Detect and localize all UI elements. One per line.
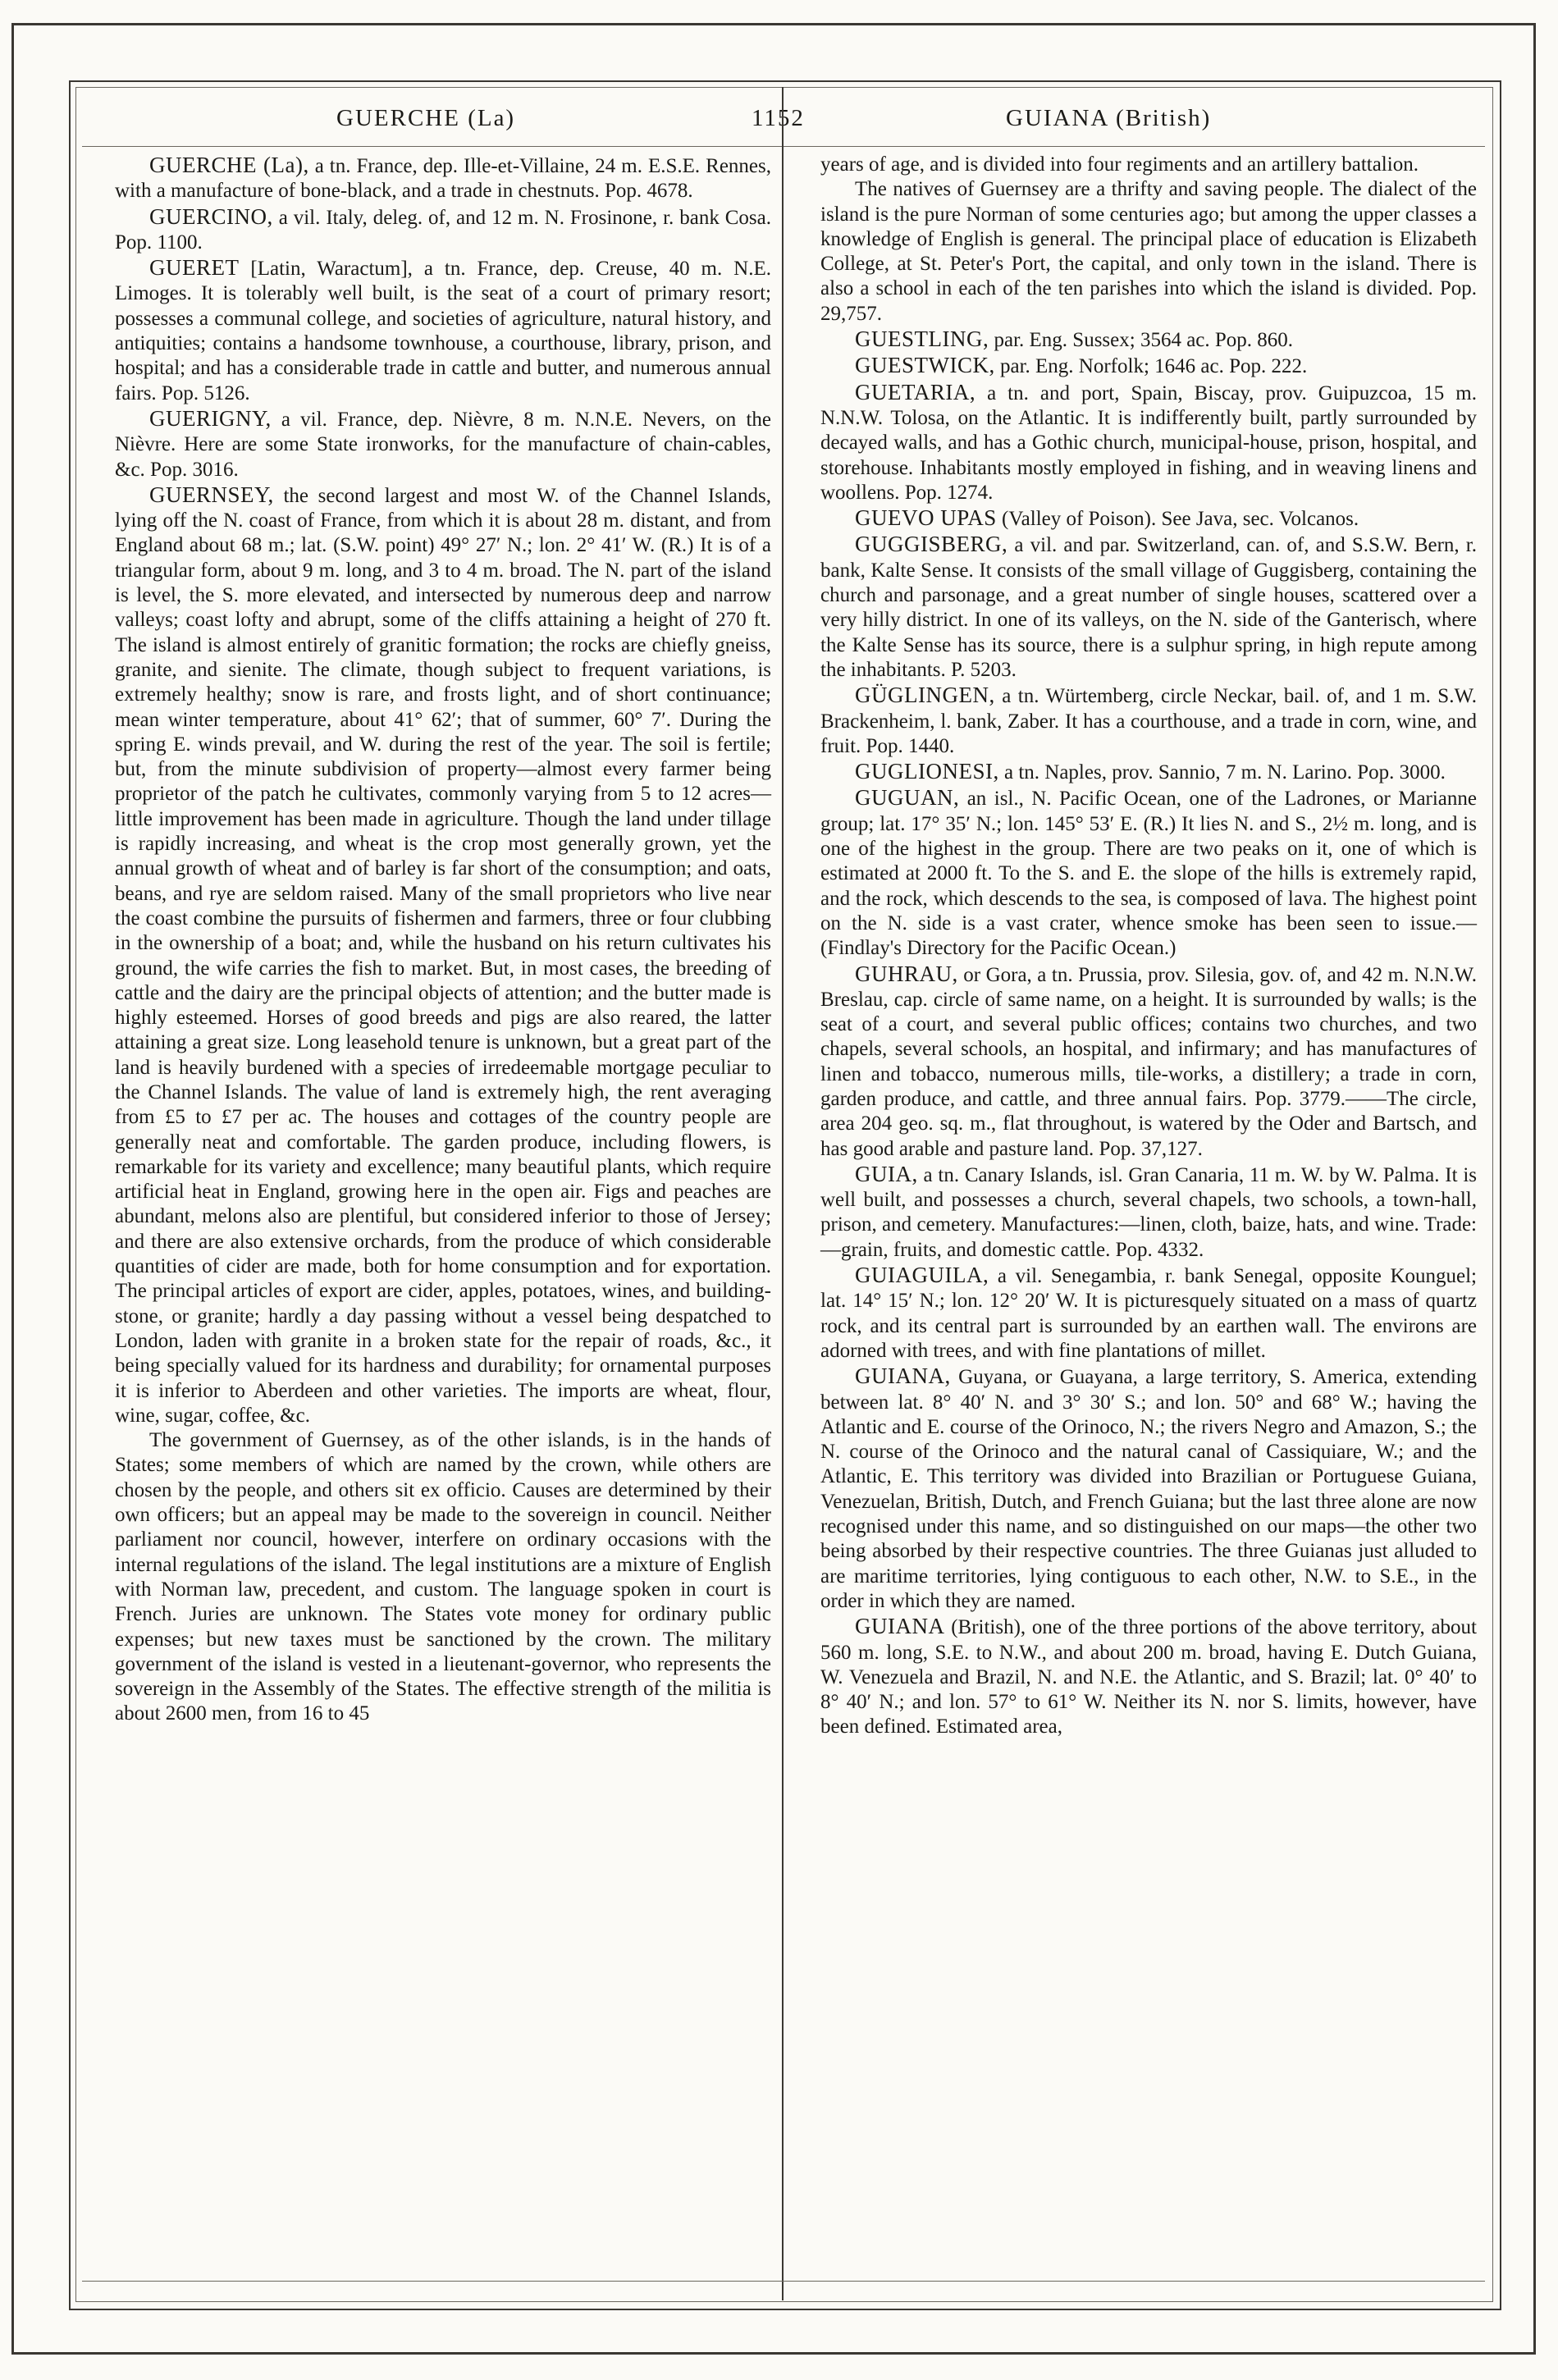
running-head-right: GUIANA (British) — [1006, 104, 1212, 131]
running-head — [82, 92, 1485, 144]
entry-text: Guyana, or Guayana, a large territory, S. America, extending between lat. 8° 40′ N. and 3° 30′ S.; and lon. 50° and 68° W.; having the Atlantic and E. course of the Orinoco, N.; the rivers Negro and Amazon, S.; the N. course of the Orinoco and the natural canal of Cassiquiare, W.; and the Atlantic, E. This territory was divided into Brazilian or Portuguese Guiana, Venezuelan, British, Dutch, and French Guiana; but the last three alone are now recognised under this name, and so distinguished on our maps—the other two being absorbed by their respective countries. The three Guianas just alluded to are maritime territories, lying contiguous to each other, N.W. to S.E., in the order in which they are named. — [820, 1366, 1478, 1612]
gazetteer-entry — [115, 255, 771, 406]
entry-headword: GUESTWICK, — [855, 353, 995, 378]
entry-text: years of age, and is divided into four regiments and an artillery battalion. — [820, 153, 1419, 176]
entry-headword: GUERNSEY, — [149, 482, 274, 507]
gazetteer-entry — [115, 1428, 771, 1727]
entry-headword: GUGGISBERG, — [855, 532, 1008, 557]
entry-text: The natives of Guernsey are a thrifty and saving people. The dialect of the island is the pure Norman of some centuries ago; but among the upper classes a knowledge of English is general. The principal place of education is Elizabeth College, at St. Peter's Port, the capital, and only town in the island. There is also a school in each of the ten parishes into which the island is divided. Pop. 29,757. — [820, 178, 1477, 325]
entry-headword: GUHRAU, — [855, 961, 958, 986]
entry-text: a tn. Würtemberg, circle Neckar, bail. of, and 1 m. S.W. Brackenheim, l. bank, Zaber. It has a courthouse, and a trade in corn, wine, and fruit. Pop. 1440. — [820, 685, 1478, 757]
gazetteer-entry — [820, 683, 1477, 759]
entry-text: (British), one of the three portions of the above territory, about 560 m. long, S.E. to N.W., and about 200 m. broad, having E. Dutch Guiana, W. Venezuela and Brazil, N. and N.E. the Atlantic, and S. Brazil; lat. 0° 40′ to 8° 40′ N.; and lon. 57° to 61° W. Neither its N. nor S. limits, however, have been defined. Estimated area, — [820, 1616, 1477, 1738]
entry-headword: GÜGLINGEN, — [855, 683, 995, 708]
gazetteer-entry — [820, 1614, 1477, 1739]
gazetteer-entry — [115, 153, 771, 204]
entry-text: par. Eng. Sussex; 3564 ac. Pop. 860. — [994, 329, 1294, 352]
entry-text: the second largest and most W. of the Channel Islands, lying off the N. coast of France, from which it is about 28 m. distant, and from England about 68 m.; lat. (S.W. point) 49° 27′ N.; lon. 2° 41′ W. (R.) It is of a triangular form, about 9 m. long, and 3 to 4 m. broad. The N. part of the island is level, the S. more elevated, and intersected by numerous deep and narrow valleys; coast lofty and abrupt, some of the cliffs attaining a height of 270 ft. The island is almost entirely of granitic formation; the rocks are chiefly gneiss, granite, and sienite. The climate, though subject to frequent variations, is extremely healthy; snow is rare, and frosts light, and of short continuance; mean winter temperature, about 41° 62′; that of summer, 60° 7′. During the spring E. winds prevail, and W. during the rest of the year. The soil is fertile; but, from the minute subdivision of property—almost every farmer being proprietor of the patch he cultivates, commonly varying from 5 to 12 acres—little improvement has been made in agriculture. Though the land under tillage is rapidly increasing, and wheat is the crop most generally grown, yet the annual growth of wheat and of barley is far short of the consumption; and oats, beans, and rye are seldom raised. Many of the small proprietors who live near the coast combine the pursuits of fishermen and farmers, three or four clubbing in the ownership of a boat; and, while the husband on his return cultivates his ground, the wife carries the fish to market. But, in most cases, the breeding of cattle and the dairy are the principal objects of attention; and the butter made is highly esteemed. Horses of good breeds and pigs are also reared, the latter attaining a great size. Long leasehold tenure is unknown, but a great part of the land is heavily burdened with a species of irredeemable mortgage peculiar to the Channel Islands. The value of land is extremely high, the rent averaging from £5 to £7 per ac. The houses and cottages of the country people are generally neat and comfortable. The garden produce, including flowers, is remarkable for its variety and excellence; many beautiful plants, which require artificial heat in England, growing here in the open air. Figs and peaches are abundant, melons also are plentiful, but considered inferior to those of Jersey; and there are also extensive orchards, from the produce of which considerable quantities of cider are made, both for home consumption and for exportation. The principal articles of export are cider, apples, potatoes, wines, and building-stone, or granite; hardly a day passing without a vessel being despatched to London, laden with granite in a broken state for the repair of roads, &c., it being specially valued for its hardness and durability; for ornamental purposes it is inferior to Aberdeen and other varieties. The imports are wheat, flour, wine, sugar, coffee, &c. — [115, 484, 771, 1427]
entry-text: an isl., N. Pacific Ocean, one of the Ladrones, or Marianne group; lat. 17° 35′ N.; lon. 145° 53′ E. (R.) It lies N. and S., 2½ m. long, and is one of the highest in the group. There are two peaks on it, one of which is estimated at 2000 ft. To the S. and E. the slope of the hills is extremely rapid, and the rock, which descends to the sea, is composed of lava. The highest point on the N. side is a vast crater, whence smoke has been seen to issue.—(Findlay's Directory for the Pacific Ocean.) — [820, 788, 1478, 960]
entry-text: (Valley of Poison). See Java, sec. Volcanos. — [1002, 508, 1359, 531]
entry-text: [Latin, Waractum], a tn. France, dep. Creuse, 40 m. N.E. Limoges. It is tolerably well built, is the seat of a court of primary resort; possesses a communal college, and societies of agriculture, natural history, and antiquities; contains a handsome townhouse, a courthouse, library, prison, and hospital; and has a considerable trade in cattle and butter, and numerous annual fairs. Pop. 5126. — [115, 258, 772, 404]
entry-headword: GUGLIONESI, — [855, 759, 999, 784]
entry-text: The government of Guernsey, as of the other islands, is in the hands of States; some members of which are named by the crown, while others are chosen by the people, and others sit ex officio. Causes are determined by their own officers; but an appeal may be made to the sovereign in council. Neither parliament nor council, however, interfere on ordinary occasions with the internal regulations of the island. The legal institutions are a mixture of English with Norman law, precedent, and custom. The language spoken in court is French. Juries are unknown. The States vote money for ordinary public expenses; but new taxes must be sanctioned by the crown. The military government of the island is vested in a lieutenant-governor, who represents the sovereign in the Assembly of the States. The effective strength of the militia is about 2600 men, from 16 to 45 — [115, 1429, 771, 1725]
gazetteer-entry — [820, 759, 1477, 785]
entry-headword: GUIANA, — [855, 1364, 951, 1389]
entry-headword: GUIAGUILA, — [855, 1263, 989, 1288]
entry-text: a tn. and port, Spain, Biscay, prov. Guipuzcoa, 15 m. N.N.W. Tolosa, on the Atlantic. It is indifferently built, partly surrounded by decayed walls, and has a Gothic church, municipal-house, prison, hospital, and storehouse. Inhabitants mostly employed in fishing, and in weaving linens and woollens. Pop. 1274. — [820, 381, 1477, 504]
gazetteer-entry — [115, 406, 771, 482]
running-head-left: GUERCHE (La) — [336, 104, 516, 131]
gazetteer-entry — [820, 1263, 1477, 1364]
entry-text: a vil. and par. Switzerland, can. of, and S.S.W. Bern, r. bank, Kalte Sense. It consists of the small village of Guggisberg, containing the church and parsonage, and a great number of single houses, scattered over a very hilly district. In one of its valleys, on the N. side of the Ganterisch, where the Kalte Sense has its source, there is a sulphur spring, in high repute among the inhabitants. P. 5203. — [820, 534, 1477, 681]
header-rule — [82, 146, 1485, 147]
entry-headword: GUIA, — [855, 1161, 918, 1186]
gazetteer-entry — [115, 482, 771, 1428]
gazetteer-entry — [820, 177, 1477, 327]
gazetteer-entry — [115, 204, 771, 256]
entry-headword: GUERCHE (La), — [149, 153, 309, 177]
entry-text: a tn. France, dep. Ille-et-Villaine, 24 m. E.S.E. Rennes, with a manufacture of bone-black, and a trade in chestnuts. Pop. 4678. — [115, 155, 771, 203]
entry-text: a vil. France, dep. Nièvre, 8 m. N.N.E. Nevers, on the Nièvre. Here are some State ironworks, for the manufacture of chain-cables, &c. Pop. 3016. — [115, 408, 771, 481]
gazetteer-entry — [820, 353, 1477, 379]
entry-text: a tn. Canary Islands, isl. Gran Canaria, 11 m. W. by W. Palma. It is well built, and possesses a church, several chapels, two schools, a town-hall, prison, and cemetery. Manufactures:—linen, cloth, baize, hats, and wine. Trade:—grain, fruits, and domestic cattle. Pop. 4332. — [820, 1163, 1477, 1261]
entry-headword: GUERCINO, — [149, 203, 273, 229]
column-divider — [782, 87, 784, 2300]
left-column — [115, 153, 771, 1727]
entry-headword: GUERET — [149, 255, 240, 281]
entry-text: a vil. Senegambia, r. bank Senegal, opposite Kounguel; lat. 14° 15′ N.; lon. 12° 20′ W. It is picturesquely situated on a mass of quartz rock, and its central part is surrounded by an earthen wall. The environs are adorned with trees, and with fine plantations of millet. — [820, 1265, 1478, 1362]
page-number: 1152 — [752, 104, 805, 131]
gazetteer-entry — [820, 380, 1477, 505]
gazetteer-entry — [820, 327, 1477, 353]
gazetteer-entry — [820, 505, 1477, 532]
gazetteer-entry — [820, 962, 1477, 1162]
gazetteer-entry — [820, 1162, 1477, 1263]
gazetteer-entry — [820, 532, 1477, 683]
entry-text: a tn. Naples, prov. Sannio, 7 m. N. Larino. Pop. 3000. — [1003, 761, 1446, 784]
right-column — [820, 153, 1477, 1740]
entry-text: or Gora, a tn. Prussia, prov. Silesia, gov. of, and 42 m. N.N.W. Breslau, cap. circle of same name, on a height. It is surrounded by walls; is the seat of a court, and several public offices; contains two churches, and two chapels, several schools, an hospital, and infirmary; and has manufactures of linen and tobacco, numerous mills, tile-works, a distillery; a trade in corn, garden produce, and cattle, and three annual fairs. Pop. 3779.——The circle, area 204 geo. sq. m., flat throughout, is watered by the Oder and Bartsch, and has good arable and pasture land. Pop. 37,127. — [820, 963, 1478, 1160]
entry-headword: GUETARIA, — [855, 379, 976, 404]
entry-headword: GUESTLING, — [855, 327, 989, 352]
entry-text: a vil. Italy, deleg. of, and 12 m. N. Frosinone, r. bank Cosa. Pop. 1100. — [115, 206, 772, 254]
entry-headword: GUIANA — [855, 1614, 945, 1639]
gazetteer-entry — [820, 153, 1477, 177]
gazetteer-entry — [820, 785, 1477, 961]
gazetteer-entry — [820, 1364, 1477, 1614]
entry-text: par. Eng. Norfolk; 1646 ac. Pop. 222. — [999, 355, 1308, 378]
bottom-rule — [82, 2281, 1485, 2282]
entry-headword: GUGUAN, — [855, 785, 960, 811]
entry-headword: GUEVO UPAS — [855, 505, 997, 531]
entry-headword: GUERIGNY, — [149, 405, 272, 431]
